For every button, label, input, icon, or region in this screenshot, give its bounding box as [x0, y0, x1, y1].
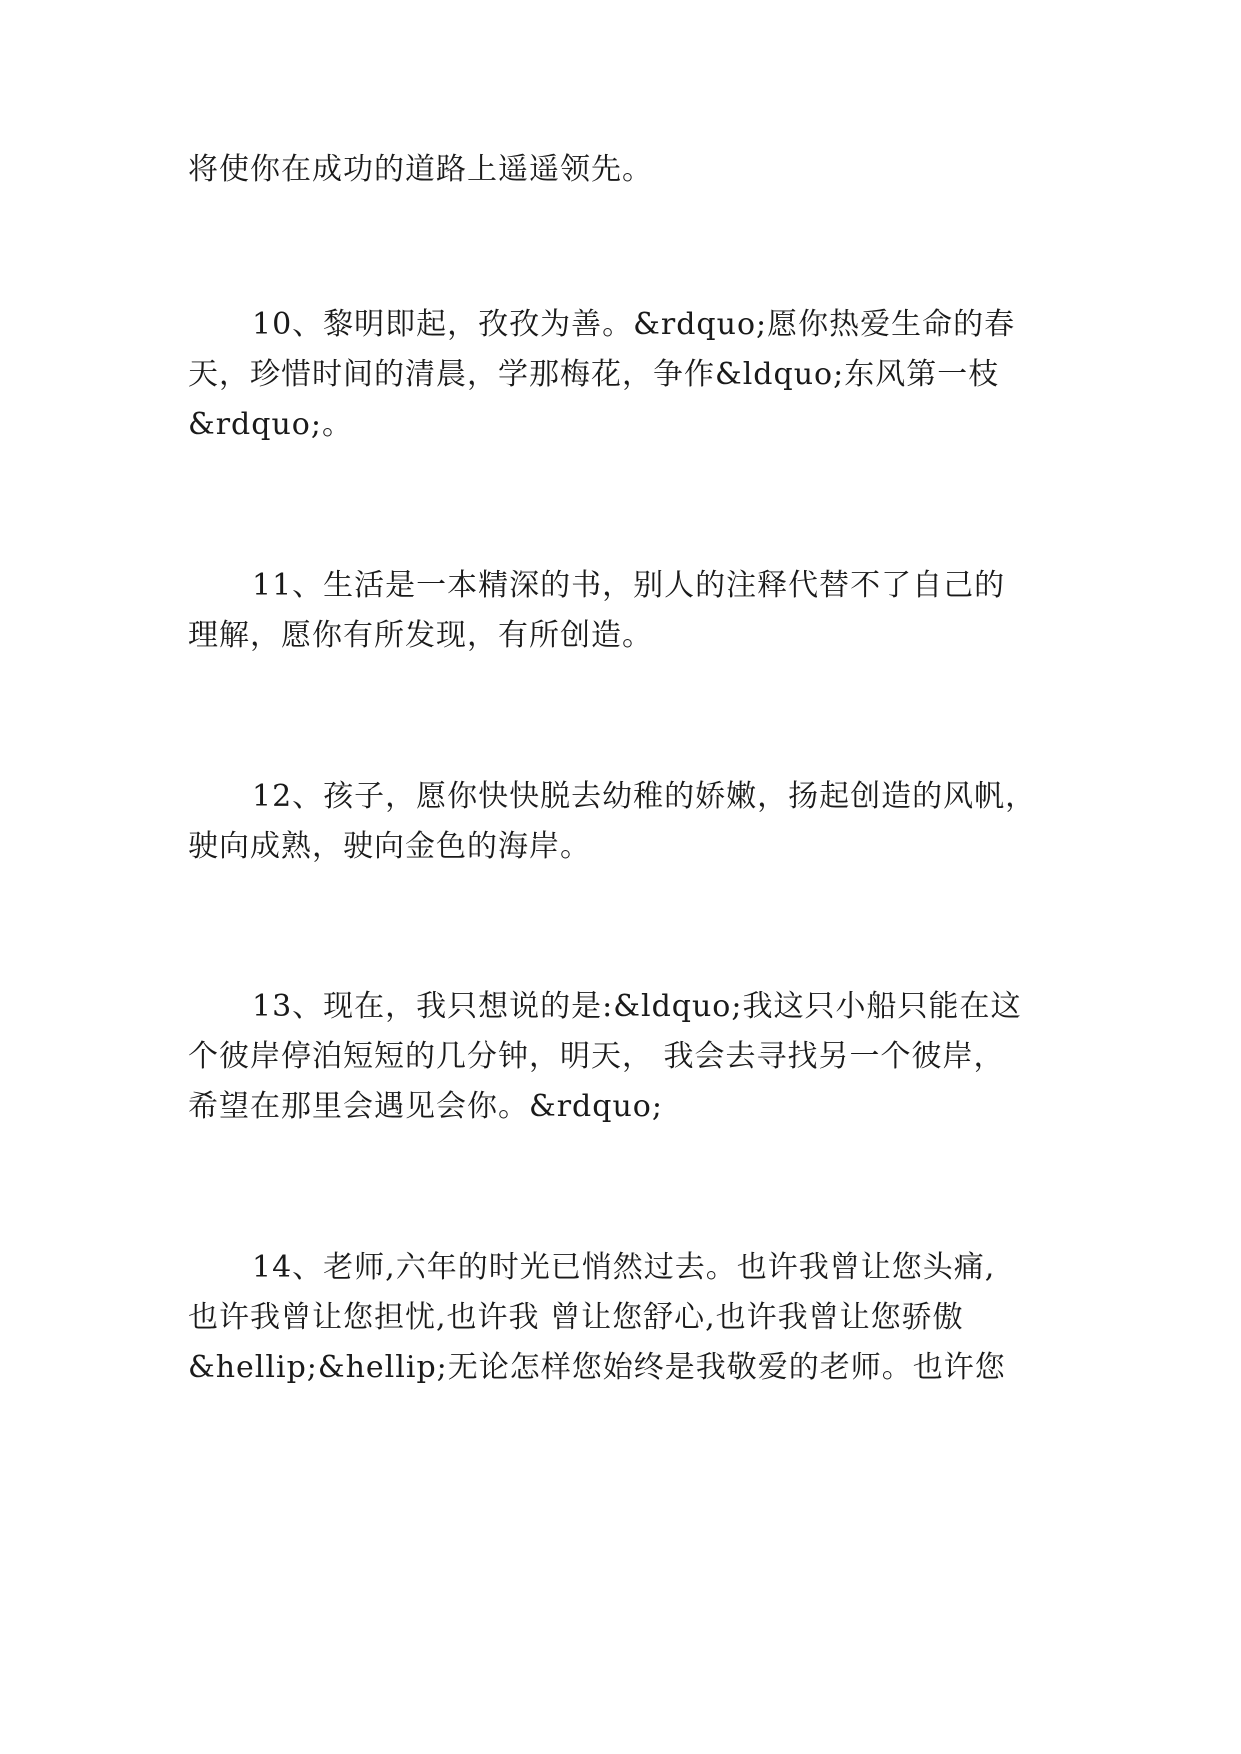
paragraph-11-line-2: 理解，愿你有所发现，有所创造。	[188, 618, 653, 653]
paragraph-14-line-1: 14、老师,六年的时光已悄然过去。也许我曾让您头痛,	[252, 1250, 996, 1285]
paragraph-13-line-2: 个彼岸停泊短短的几分钟，明天， 我会去寻找另一个彼岸，	[188, 1039, 1005, 1074]
paragraph-11-line-1: 11、生活是一本精深的书，别人的注释代替不了自己的	[252, 568, 1006, 603]
paragraph-13-line-3: 希望在那里会遇见会你。&rdquo;	[188, 1089, 663, 1124]
paragraph-12-line-1: 12、孩子，愿你快快脱去幼稚的娇嫩，扬起创造的风帆，	[252, 779, 1037, 814]
paragraph-10-line-1: 10、黎明即起，孜孜为善。&rdquo;愿你热爱生命的春	[252, 307, 1016, 342]
paragraph-13-line-1: 13、现在，我只想说的是:&ldquo;我这只小船只能在这	[252, 989, 1022, 1024]
paragraph-12-line-2: 驶向成熟，驶向金色的海岸。	[188, 829, 591, 864]
paragraph-14-line-3: &hellip;&hellip;无论怎样您始终是我敬爱的老师。也许您	[188, 1350, 1006, 1385]
paragraph-9-line-1: 将使你在成功的道路上遥遥领先。	[188, 152, 653, 187]
paragraph-10-line-3: &rdquo;。	[188, 407, 353, 442]
paragraph-10-line-2: 天，珍惜时间的清晨，学那梅花，争作&ldquo;东风第一枝	[188, 357, 1000, 392]
paragraph-14-line-2: 也许我曾让您担忧,也许我 曾让您舒心,也许我曾让您骄傲	[188, 1300, 964, 1335]
